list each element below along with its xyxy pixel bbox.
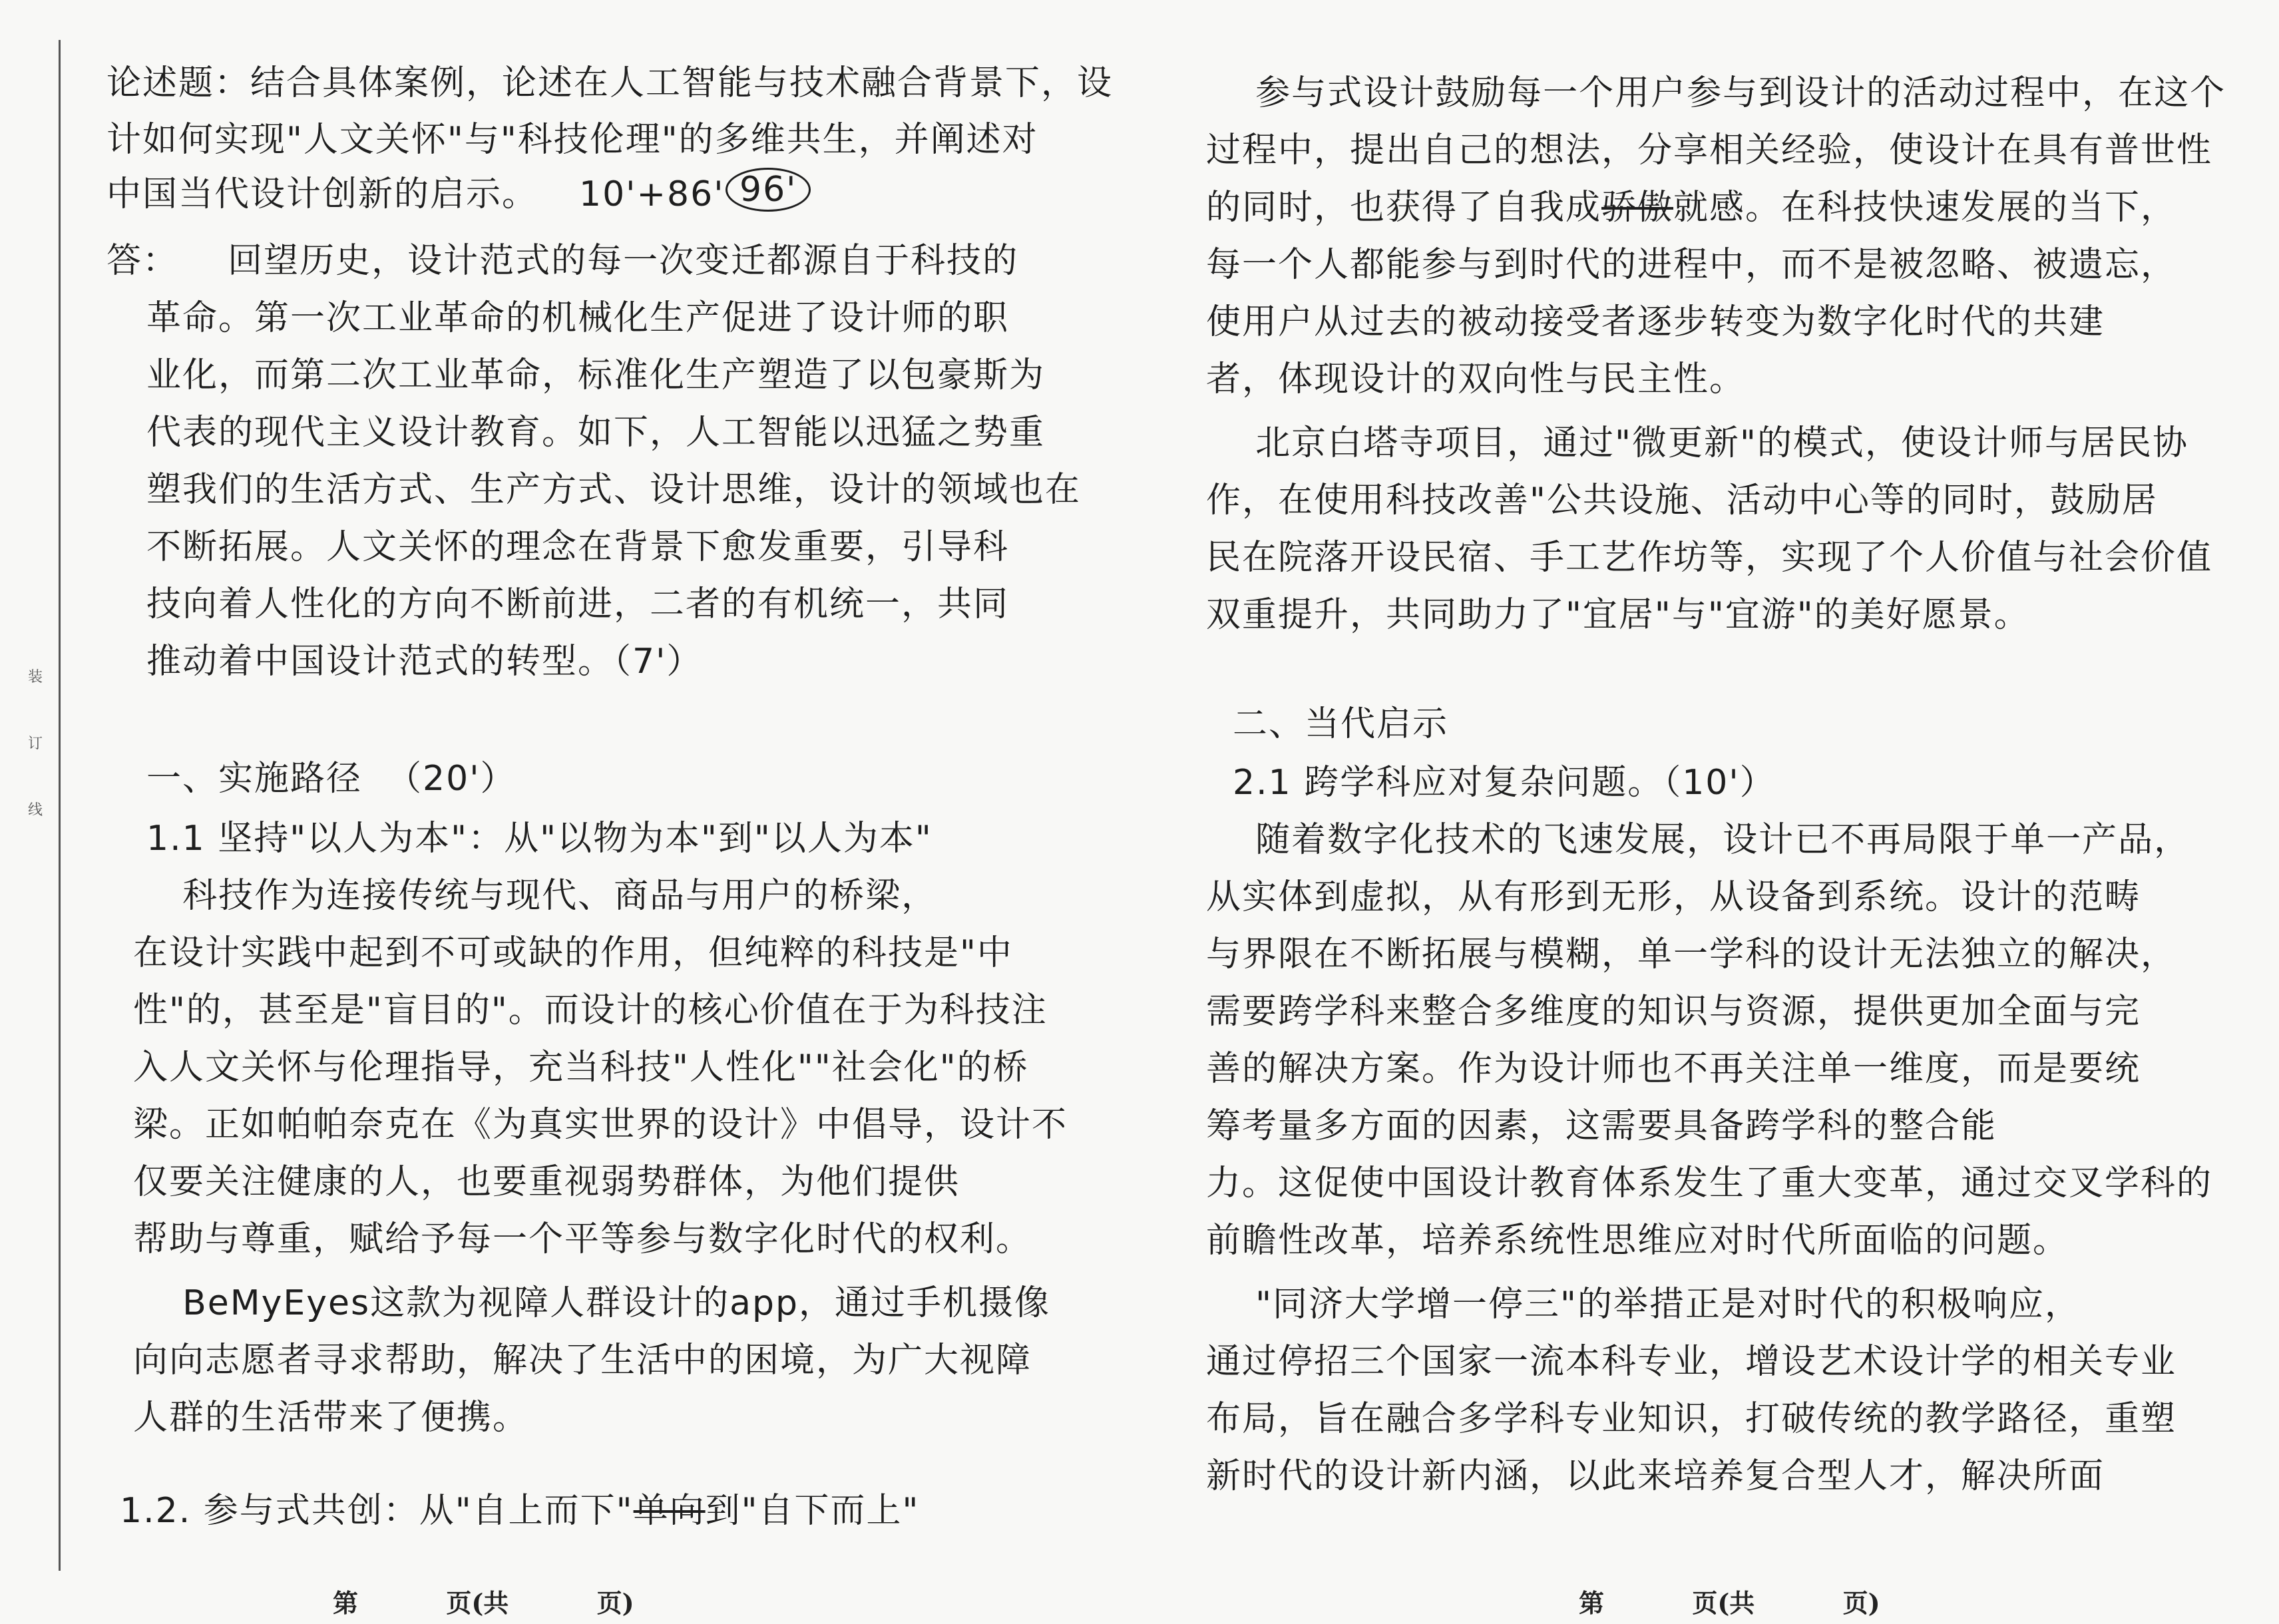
subsection-heading: 1.2. 参与式共创：从"自上而下"单向到"自下而上" [120, 1491, 920, 1531]
answer-line: 性"的，甚至是"盲目的"。而设计的核心价值在于为科技注 [133, 990, 1048, 1030]
struck-out-text: 骄傲 [1601, 188, 1674, 228]
answer-line: 梁。正如帕帕奈克在《为真实世界的设计》中倡导，设计不 [133, 1105, 1068, 1145]
answer-line: 北京白塔寺项目，通过"微更新"的模式，使设计师与居民协 [1206, 423, 2188, 463]
answer-line: 在设计实践中起到不可或缺的作用，但纯粹的科技是"中 [133, 933, 1013, 973]
answer-line: 筹考量多方面的因素，这需要具备跨学科的整合能 [1206, 1106, 1997, 1146]
circled-total-score: 96' [725, 170, 811, 210]
answer-line: 民在院落开设民宿、手工艺作坊等，实现了个人价值与社会价值 [1206, 538, 2213, 578]
answer-line: 随着数字化技术的飞速发展，设计已不再局限于单一产品， [1206, 820, 2190, 860]
binding-margin-line [59, 40, 61, 1571]
answer-line: 力。这促使中国设计教育体系发生了重大变革，通过交叉学科的 [1206, 1163, 2213, 1203]
answer-line: 向向志愿者寻求帮助，解决了生活中的困境，为广大视障 [133, 1340, 1032, 1380]
answer-line: 仅要关注健康的人，也要重视弱势群体，为他们提供 [133, 1162, 960, 1202]
answer-line: 人群的生活带来了便携。 [133, 1398, 529, 1438]
answer-line: 代表的现代主义设计教育。如下，人工智能以迅猛之势重 [146, 413, 1046, 453]
answer-line: 科技作为连接传统与现代、商品与用户的桥梁， [133, 876, 938, 916]
answer-line: 善的解决方案。作为设计师也不再关注单一维度，而是要统 [1206, 1049, 2141, 1089]
answer-line: 前瞻性改革，培养系统性思维应对时代所面临的问题。 [1206, 1221, 2069, 1261]
question-line: 中国当代设计创新的启示。 [106, 174, 538, 214]
answer-line: 每一个人都能参与到时代的进程中，而不是被忽略、被遗忘， [1206, 245, 2177, 285]
answer-line: 的同时，也获得了自我成骄傲就感。在科技快速发展的当下， [1206, 188, 2177, 228]
binding-label-char: 线 [28, 802, 43, 819]
binding-label-char: 订 [28, 735, 43, 752]
answer-line: 与界限在不断拓展与模糊，单一学科的设计无法独立的解决， [1206, 934, 2177, 974]
binding-label-char: 装 [28, 669, 43, 686]
answer-line: 参与式设计鼓励每一个用户参与到设计的活动过程中，在这个 [1206, 73, 2226, 113]
struck-out-text: 单向 [633, 1491, 706, 1531]
answer-line: 双重提升，共同助力了"宜居"与"宜游"的美好愿景。 [1206, 595, 2030, 635]
right-exam-page [1140, 0, 2279, 1624]
answer-line: 塑我们的生活方式、生产方式、设计思维，设计的领域也在 [146, 470, 1082, 510]
answer-line: 技向着人性化的方向不断前进，二者的有机统一，共同 [146, 584, 1010, 624]
answer-line: 答： 回望历史，设计范式的每一次变迁都源自于科技的 [106, 241, 1019, 281]
answer-line: BeMyEyes这款为视障人群设计的app，通过手机摄像 [133, 1283, 1051, 1323]
section-heading: 一、实施路径 （20'） [146, 759, 517, 799]
section-heading: 二、当代启示 [1233, 704, 1449, 744]
answer-line: "同济大学增一停三"的举措正是对时代的积极响应， [1206, 1285, 2081, 1324]
answer-line: 需要跨学科来整合多维度的知识与资源，提供更加全面与完 [1206, 992, 2141, 1032]
score-annotation: 10'+86' [579, 174, 725, 214]
answer-line: 过程中，提出自己的想法，分享相关经验，使设计在具有普世性 [1206, 130, 2213, 170]
answer-line: 推动着中国设计范式的转型。（7'） [146, 642, 703, 682]
answer-line: 不断拓展。人文关怀的理念在背景下愈发重要，引导科 [146, 527, 1010, 567]
answer-line: 从实体到虚拟，从有形到无形，从设备到系统。设计的范畴 [1206, 877, 2141, 917]
answer-line: 者，体现设计的双向性与民主性。 [1206, 359, 1746, 399]
answer-line: 布局，旨在融合多学科专业知识，打破传统的教学路径，重塑 [1206, 1399, 2177, 1439]
question-line: 论述题：结合具体案例，论述在人工智能与技术融合背景下，设 [106, 63, 1114, 103]
answer-line: 使用户从过去的被动接受者逐步转变为数字化时代的共建 [1206, 302, 2105, 342]
answer-line: 新时代的设计新内涵，以此来培养复合型人才，解决所面 [1206, 1456, 2105, 1496]
answer-line: 帮助与尊重，赋给予每一个平等参与数字化时代的权利。 [133, 1219, 1032, 1259]
answer-line: 业化，而第二次工业革命，标准化生产塑造了以包豪斯为 [146, 355, 1046, 395]
answer-line: 入人文关怀与伦理指导，充当科技"人性化""社会化"的桥 [133, 1048, 1029, 1088]
subsection-heading: 2.1 跨学科应对复杂问题。（10'） [1233, 763, 1776, 803]
page-footer: 第 页(共 页) [333, 1588, 634, 1618]
page-footer: 第 页(共 页) [1579, 1588, 1880, 1618]
answer-line: 革命。第一次工业革命的机械化生产促进了设计师的职 [146, 298, 1010, 338]
answer-line: 通过停招三个国家一流本科专业，增设艺术设计学的相关专业 [1206, 1342, 2177, 1382]
answer-line: 作，在使用科技改善"公共设施、活动中心等的同时，鼓励居 [1206, 481, 2158, 520]
question-line: 计如何实现"人文关怀"与"科技伦理"的多维共生，并阐述对 [106, 120, 1038, 160]
subsection-heading: 1.1 坚持"以人为本"：从"以物为本"到"以人为本" [146, 819, 932, 859]
